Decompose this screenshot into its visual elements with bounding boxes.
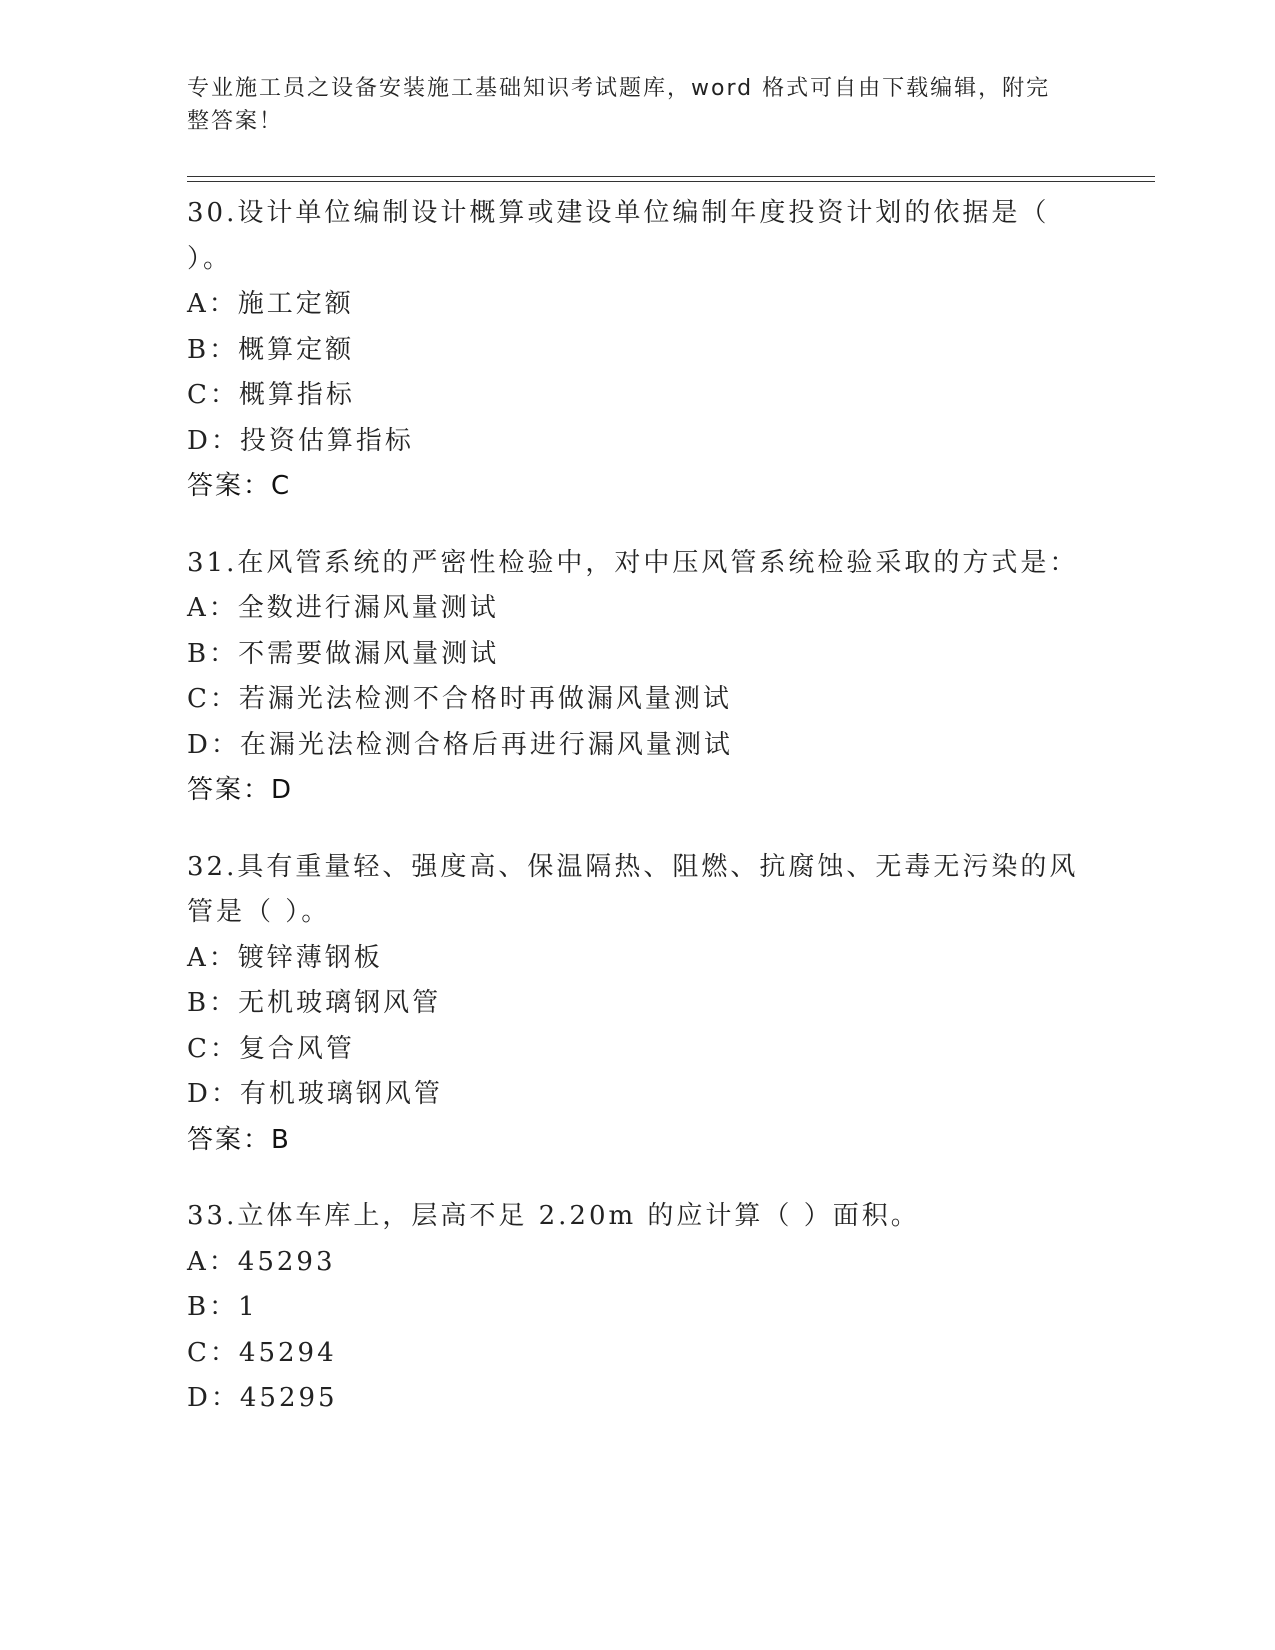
question-list <box>187 191 1087 1453</box>
option-text: 有机玻璃钢风管 <box>239 1079 443 1109</box>
option-d <box>187 1072 1087 1118</box>
question-stem-line: 32.具有重量轻、强度高、保温隔热、阻燃、抗腐蚀、无毒无污染的风 <box>187 851 1079 882</box>
option-label: A： <box>187 289 238 319</box>
option-text: 45295 <box>239 1383 338 1413</box>
option-label: C： <box>187 1337 239 1368</box>
header-line-2: 整答案！ <box>187 109 284 134</box>
question-33 <box>187 1194 1087 1422</box>
question-stem-line: 管是（ ）。 <box>187 897 331 927</box>
option-label: B： <box>187 334 239 365</box>
option-b <box>187 981 1087 1027</box>
option-d <box>187 419 1087 465</box>
option-a <box>187 586 1087 632</box>
option-text: 在漏光法检测合格后再进行漏风量测试 <box>239 729 733 760</box>
answer: 答案：D <box>187 775 294 805</box>
option-c <box>187 677 1087 723</box>
option-label: D： <box>187 729 240 760</box>
question-stem-line: 33.立体车库上，层高不足 2.20m 的应计算（ ）面积。 <box>187 1201 920 1231</box>
option-a <box>187 282 1087 328</box>
option-d <box>187 723 1087 769</box>
option-c <box>187 373 1087 419</box>
question-31 <box>187 541 1087 814</box>
option-a <box>187 936 1087 982</box>
question-32 <box>187 845 1087 1164</box>
option-label: D： <box>187 1383 240 1413</box>
document-header <box>187 72 1067 138</box>
option-text: 1 <box>238 1292 258 1322</box>
question-stem-line: ）。 <box>187 243 233 274</box>
option-text: 镀锌薄钢板 <box>237 942 383 973</box>
option-text: 复合风管 <box>238 1033 355 1064</box>
answer: 答案：C <box>187 471 292 501</box>
option-label: A： <box>187 593 238 623</box>
option-label: A： <box>187 942 238 973</box>
option-a <box>187 1240 1087 1286</box>
option-text: 概算定额 <box>238 334 355 365</box>
option-label: D： <box>187 425 240 456</box>
answer: 答案：B <box>187 1124 291 1155</box>
question-stem-line: 30.设计单位编制设计概算或建设单位编制年度投资计划的依据是（ <box>187 198 1050 228</box>
option-text: 无机玻璃钢风管 <box>238 988 442 1018</box>
option-b <box>187 1285 1087 1331</box>
question-30 <box>187 191 1087 510</box>
option-text: 若漏光法检测不合格时再做漏风量测试 <box>238 684 732 714</box>
option-text: 概算指标 <box>238 380 355 410</box>
question-stem-line: 31.在风管系统的严密性检验中，对中压风管系统检验采取的方式是： <box>187 547 1079 578</box>
option-text: 45294 <box>238 1337 337 1368</box>
option-b <box>187 328 1087 374</box>
header-divider-bottom <box>187 181 1155 182</box>
option-label: C： <box>187 1033 239 1064</box>
option-label: B： <box>187 638 239 669</box>
option-label: D： <box>187 1079 240 1109</box>
option-label: B： <box>187 988 239 1018</box>
option-text: 施工定额 <box>237 289 354 319</box>
option-label: C： <box>187 684 239 714</box>
header-divider-top <box>187 176 1155 177</box>
option-text: 不需要做漏风量测试 <box>238 638 500 669</box>
option-c <box>187 1331 1087 1377</box>
option-label: C： <box>187 380 239 410</box>
option-label: B： <box>187 1292 239 1322</box>
option-text: 全数进行漏风量测试 <box>237 593 499 623</box>
option-text: 投资估算指标 <box>239 425 414 456</box>
option-d <box>187 1376 1087 1422</box>
option-label: A： <box>187 1246 238 1277</box>
option-c <box>187 1027 1087 1073</box>
option-b <box>187 632 1087 678</box>
option-text: 45293 <box>237 1246 336 1277</box>
header-line-1: 专业施工员之设备安装施工基础知识考试题库，word 格式可自由下载编辑，附完 <box>187 76 1051 101</box>
